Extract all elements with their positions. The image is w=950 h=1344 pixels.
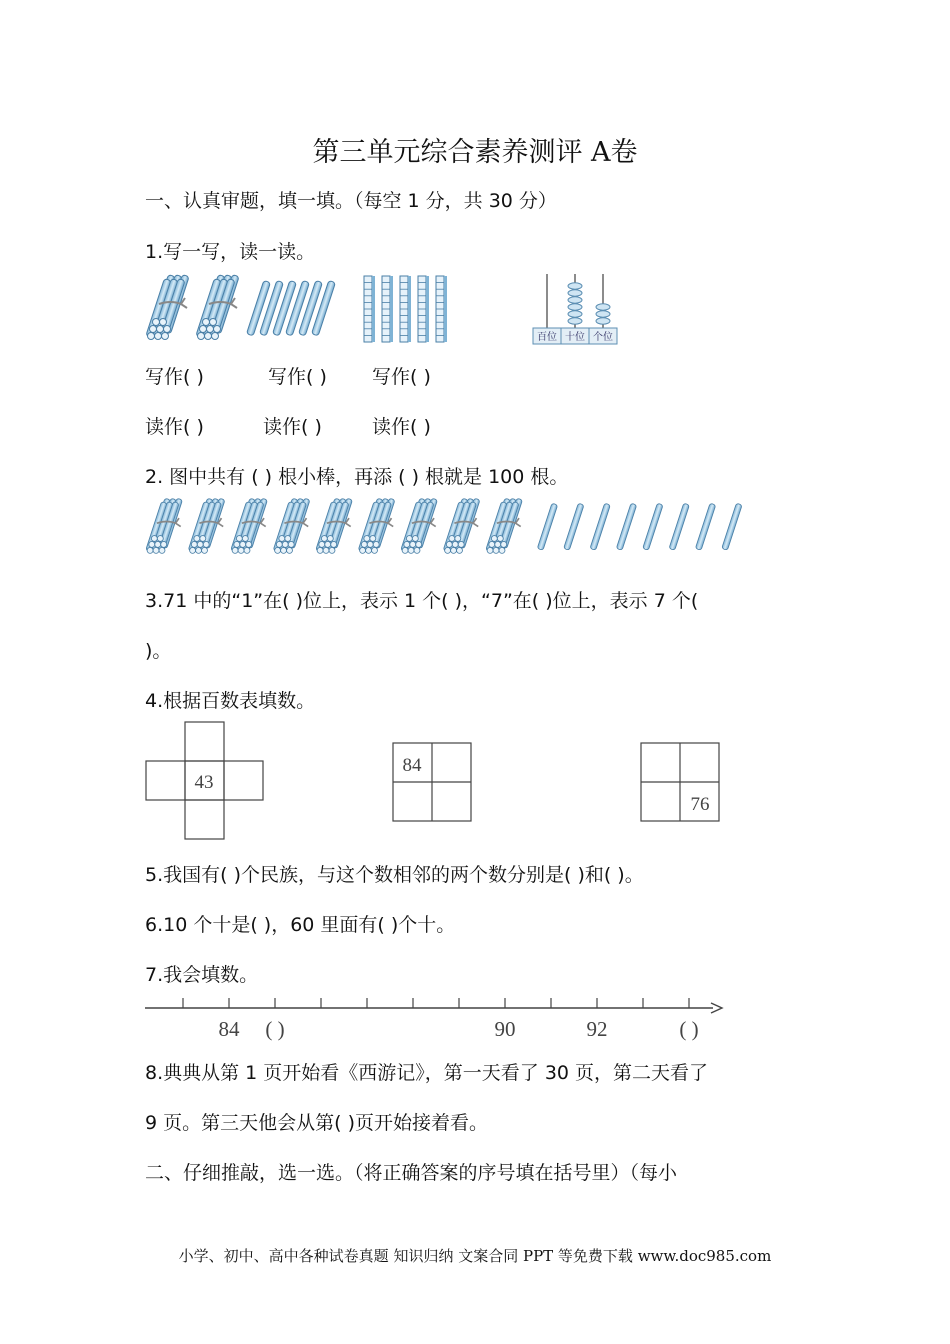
read-blank-3[interactable]: 读作( ) (372, 416, 431, 438)
question-8-line-2: 9 页。第三天他会从第( )页开始接着看。 (145, 1112, 488, 1134)
question-1: 1.写一写，读一读。 (145, 241, 316, 263)
number-square-grid-1 (392, 742, 474, 824)
abacus-label-tens: 十位 (565, 332, 585, 343)
abacus-label-ones: 个位 (593, 332, 613, 343)
question-4: 4.根据百数表填数。 (145, 690, 316, 712)
page-footer: 小学、初中、高中各种试卷真题 知识归纳 文案合同 PPT 等免费下载 www.doc985.com (178, 1247, 772, 1265)
number-line-blank-1[interactable]: ( ) (265, 1017, 285, 1041)
abacus-image (530, 272, 622, 348)
number-line (145, 992, 730, 1044)
read-blank-1[interactable]: 读作( ) (145, 416, 204, 438)
question-7: 7.我会填数。 (145, 964, 259, 986)
abacus-label-hundreds: 百位 (537, 332, 557, 343)
page-title: 第三单元综合素养测评 A卷 (312, 137, 638, 168)
question-5: 5.我国有( )个民族，与这个数相邻的两个数分别是( )和( )。 (145, 864, 644, 886)
stick-bundles-image (145, 272, 245, 344)
question-6: 6.10 个十是( )，60 里面有( )个十。 (145, 914, 456, 936)
section-1-heading: 一、认真审题，填一填。（每空 1 分，共 30 分） (145, 190, 557, 212)
cross-center-number: 43 (194, 772, 214, 793)
number-square-grid-2 (640, 742, 722, 824)
question-3-line-1: 3.71 中的“1”在( )位上，表示 1 个( )，“7”在( )位上，表示 7 个( (145, 590, 699, 612)
grid1-number: 84 (402, 755, 422, 776)
write-blank-2[interactable]: 写作( ) (268, 366, 327, 388)
ten-rods-image (362, 274, 462, 344)
number-line-blank-2[interactable]: ( ) (679, 1017, 699, 1041)
number-line-label-92: 92 (586, 1017, 608, 1041)
question-3-line-2: )。 (145, 640, 172, 662)
write-blank-1[interactable]: 写作( ) (145, 366, 204, 388)
write-blank-3[interactable]: 写作( ) (372, 366, 431, 388)
stick-group-image (145, 496, 745, 558)
read-blank-2[interactable]: 读作( ) (263, 416, 322, 438)
number-cross-grid (145, 721, 267, 843)
section-2-heading: 二、仔细推敲，选一选。（将正确答案的序号填在括号里）（每小 (145, 1162, 678, 1184)
question-2: 2. 图中共有 ( ) 根小棒，再添 ( ) 根就是 100 根。 (145, 466, 569, 488)
question-8-line-1: 8.典典从第 1 页开始看《西游记》，第一天看了 30 页，第二天看了 (145, 1062, 709, 1084)
single-sticks-image (245, 278, 345, 342)
number-line-label-90: 90 (494, 1017, 516, 1041)
grid2-number: 76 (690, 794, 710, 815)
number-line-label-84: 84 (218, 1017, 240, 1041)
